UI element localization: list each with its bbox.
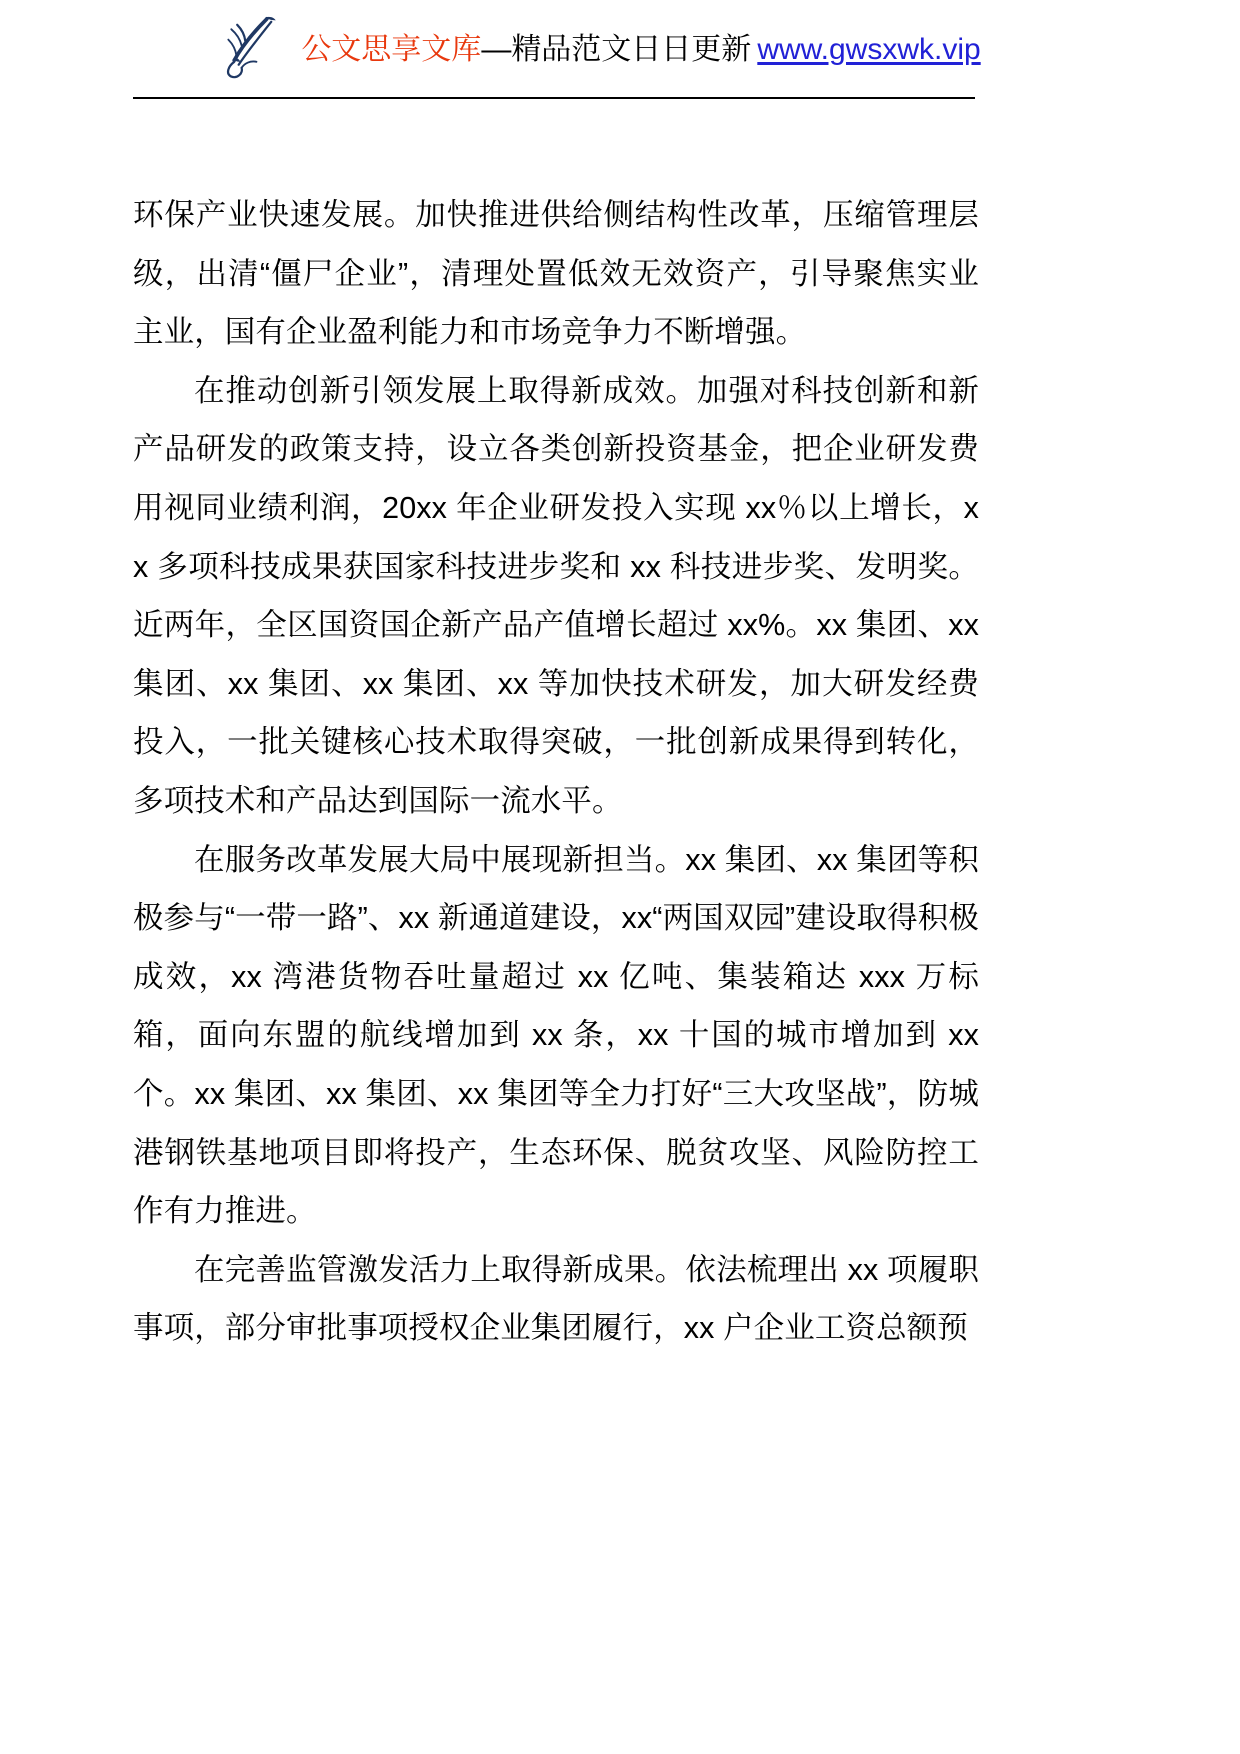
brand-text-block xyxy=(301,35,980,65)
paragraph: 在推动创新引领发展上取得新成效。加强对科技创新和新产品研发的政策支持，设立各类创新投资基金，把企业研发费用视同业绩利润，20xx 年企业研发投入实现 xx％以上增长，xx 多项科技成果获国家科技进步奖和 xx 科技进步奖、发明奖。近两年，全区国资国企新产品产值增长超过 xx%。xx 集团、xx 集团、xx 集团、xx 集团、xx 等加快技术研发，加大研发经费投入，一批关键核心技术取得突破，一批创新成果得到转化，多项技术和产品达到国际一流水平。 xyxy=(133,373,979,818)
document-body xyxy=(133,186,979,1358)
brand-name: 公文思享文库 xyxy=(301,33,482,66)
paragraph: 环保产业快速发展。加快推进供给侧结构性改革，压缩管理层级，出清“僵尸企业”，清理处置低效无效资产，引导聚焦实业主业，国有企业盈利能力和市场竞争力不断增强。 xyxy=(133,198,979,350)
header-inner xyxy=(215,16,980,84)
header-divider xyxy=(133,97,975,99)
paragraph: 在完善监管激发活力上取得新成果。依法梳理出 xx 项履职事项，部分审批事项授权企业集团履行，xx 户企业工资总额预 xyxy=(133,1252,979,1346)
paragraph: 在服务改革发展大局中展现新担当。xx 集团、xx 集团等积极参与“一带一路”、xx 新通道建设，xx“两国双园”建设取得积极成效，xx 湾港货物吞吐量超过 xx 亿吨、集装箱达 xxx 万标箱，面向东盟的航线增加到 xx 条，xx 十国的城市增加到 xx 个。xx 集团、xx 集团、xx 集团等全力打好“三大攻坚战”，防城港钢铁基地项目即将投产，生态环保、脱贫攻坚、风险防控工作有力推进。 xyxy=(133,842,979,1229)
calligraphy-brush-logo-icon xyxy=(215,10,289,84)
brand-url-link[interactable]: www.gwsxwk.vip xyxy=(757,33,981,66)
brand-tagline: —精品范文日日更新 xyxy=(481,33,752,66)
site-header-banner xyxy=(0,0,1240,100)
